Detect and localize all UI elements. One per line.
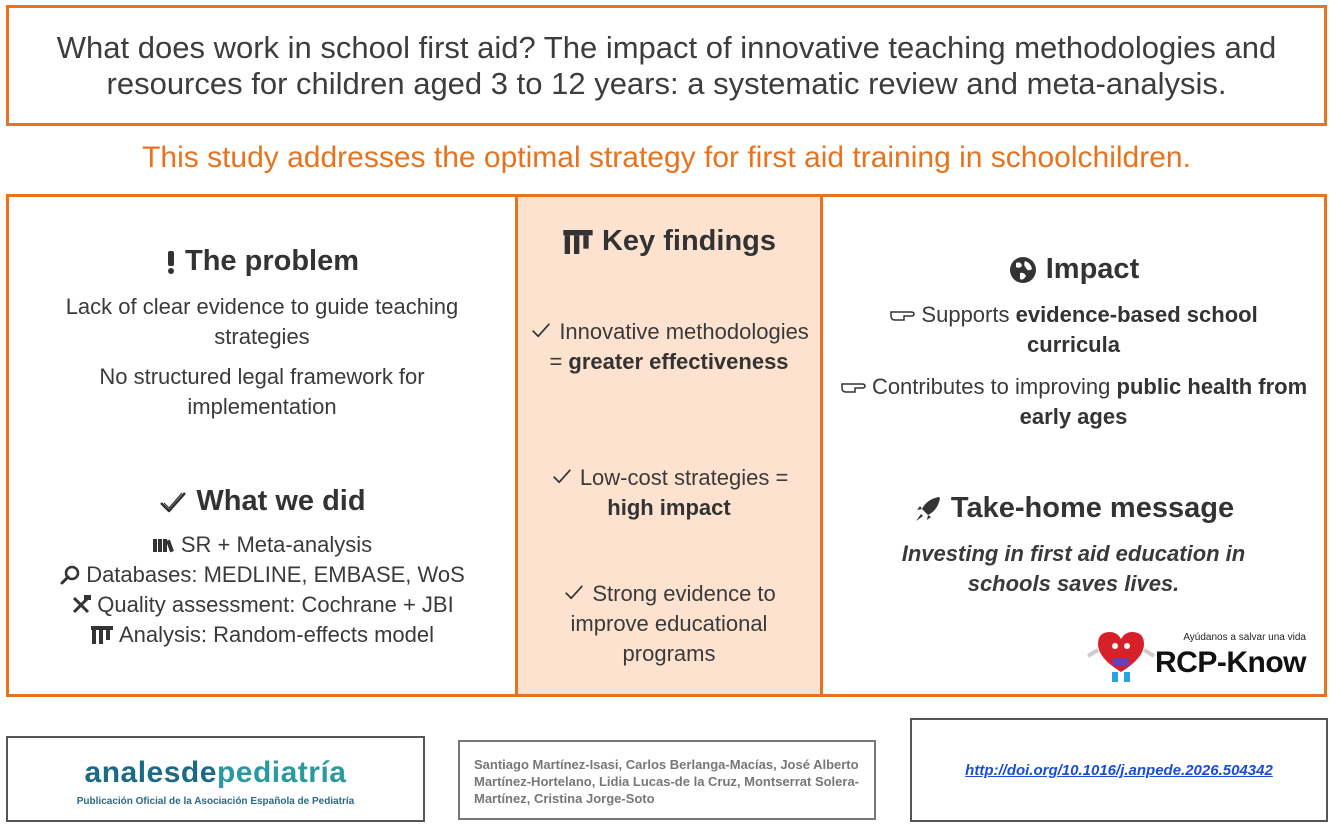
problem-item-2: No structured legal framework for implementation <box>99 364 425 419</box>
exclamation-icon <box>165 249 177 275</box>
right-column <box>823 197 1324 694</box>
method-item-4: Analysis: Random-effects model <box>9 620 515 650</box>
title-box <box>6 5 1327 126</box>
method-item-1: SR + Meta-analysis <box>9 530 515 560</box>
search-icon <box>59 564 81 586</box>
what-we-did-heading-text: What we did <box>196 485 366 517</box>
check-icon <box>562 583 586 601</box>
take-home-heading-text: Take-home message <box>950 492 1235 524</box>
finding-item-1: Innovative methodologies = greater effectiveness <box>518 317 820 377</box>
impact-section <box>823 253 1324 432</box>
finding-item-2: Low-cost strategies = high impact <box>518 463 820 523</box>
problem-item-1: Lack of clear evidence to guide teaching strategies <box>65 294 459 349</box>
heart-mascot-icon <box>1086 626 1156 686</box>
take-home-message: Investing in first aid education in schools saves lives. <box>901 541 1246 596</box>
journal-logo-subtitle: Publicación Oficial de la Asociación Española de Pediatría <box>76 796 355 807</box>
key-findings-heading <box>518 225 820 258</box>
problem-heading-text: The problem <box>184 245 359 277</box>
problem-heading <box>9 245 515 278</box>
rcp-know-logo <box>1086 624 1306 686</box>
rocket-icon <box>913 494 943 524</box>
check-icon <box>529 321 553 339</box>
authors-box <box>458 740 876 820</box>
impact-item-1: Supports evidence-based school curricula <box>823 300 1324 360</box>
key-findings-column <box>515 197 823 694</box>
bar-chart-icon <box>90 625 114 645</box>
check-icon <box>550 467 574 485</box>
method-item-3: Quality assessment: Cochrane + JBI <box>9 590 515 620</box>
doi-box <box>910 718 1328 822</box>
rcp-name: RCP-Know <box>1155 646 1306 679</box>
books-icon <box>152 537 176 553</box>
subtitle: This study addresses the optimal strategy for first aid training in schoolchildren. <box>142 141 1191 174</box>
what-we-did-section <box>9 485 515 650</box>
bar-chart-icon <box>562 228 594 256</box>
pointing-hand-icon <box>889 304 915 322</box>
impact-heading <box>823 253 1324 286</box>
take-home-section <box>823 492 1324 599</box>
journal-logo-box <box>6 736 425 822</box>
impact-heading-text: Impact <box>1045 253 1140 285</box>
main-panel <box>6 194 1327 697</box>
doi-link[interactable]: http://doi.org/10.1016/j.anpede.2026.504342 <box>965 762 1273 779</box>
impact-item-2: Contributes to improving public health from early ages <box>823 372 1324 432</box>
journal-logo: analesdepediatría <box>84 756 347 789</box>
method-item-2: Databases: MEDLINE, EMBASE, WoS <box>9 560 515 590</box>
tools-icon <box>70 594 92 616</box>
problem-section <box>9 245 515 422</box>
rcp-tagline: Ayúdanos a salvar una vida <box>1183 632 1306 643</box>
authors: Santiago Martínez-Isasi, Carlos Berlanga-Macías, José Alberto Martínez-Hortelano, Lidia Lucas-de la Cruz, Montserrat Solera-Martínez, Cristina Jorge-Soto <box>474 757 860 806</box>
left-column <box>9 197 515 694</box>
page-title: What does work in school first aid? The impact of innovative teaching methodologies and resources for children aged 3 to 12 years: a systematic review and meta-analysis. <box>56 29 1277 101</box>
take-home-heading <box>823 492 1324 525</box>
check-icon <box>158 489 188 515</box>
what-we-did-heading <box>9 485 515 518</box>
globe-icon <box>1008 255 1038 285</box>
key-findings-heading-text: Key findings <box>601 225 776 257</box>
finding-item-3: Strong evidence to improve educational programs <box>518 579 820 669</box>
pointing-hand-icon <box>840 376 866 394</box>
